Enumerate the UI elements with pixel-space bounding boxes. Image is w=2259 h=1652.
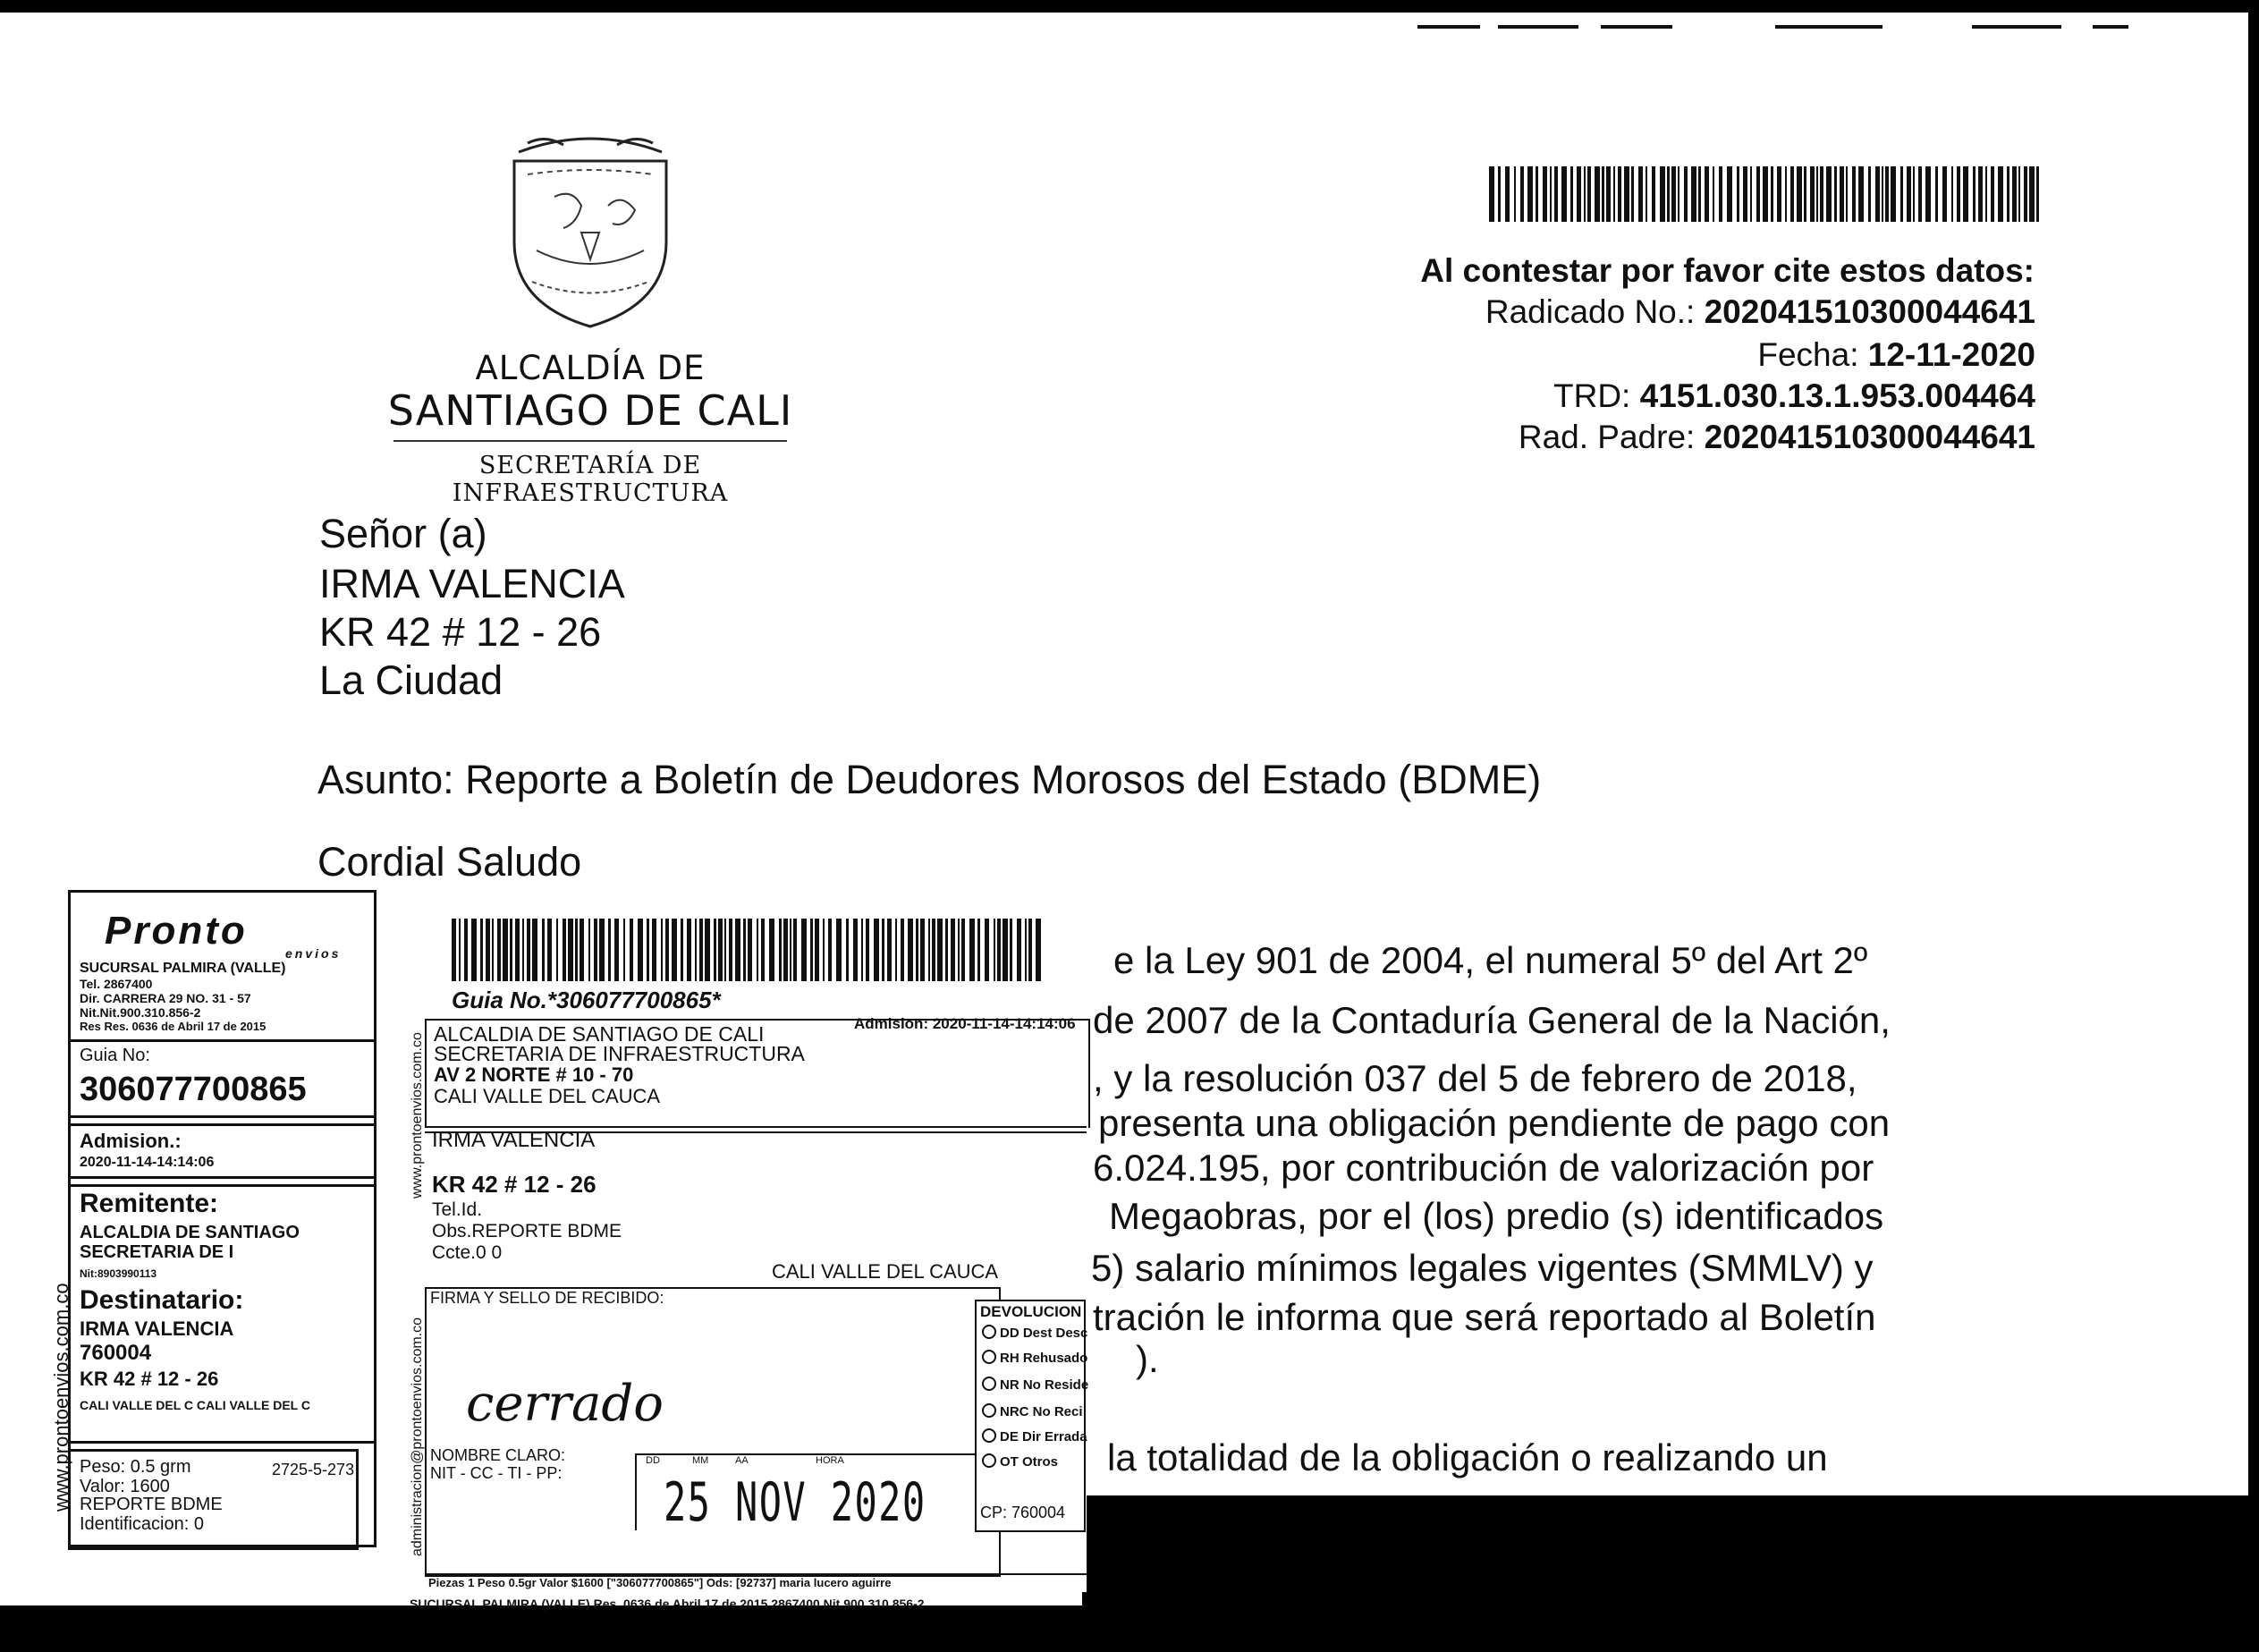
barcode-bar [580, 919, 584, 981]
devolucion-option: NR No Reside [982, 1377, 1088, 1393]
barcode-bar [695, 919, 697, 981]
barcode-bar [729, 919, 732, 981]
scan-top-dash-2 [1498, 25, 1578, 29]
barcode-bar [1820, 166, 1823, 222]
barcode-bar [594, 919, 597, 981]
barcode-bar [1010, 919, 1012, 981]
barcode-bar [1834, 166, 1837, 222]
barcode-bar [761, 919, 765, 981]
barcode-bar [916, 919, 918, 981]
devolucion-option: RH Rehusado [982, 1350, 1087, 1366]
recipient-signature: cerrado [466, 1375, 664, 1433]
barcode-bar [994, 919, 995, 981]
barcode-bar [1536, 166, 1538, 222]
guide-cp: CP: 760004 [980, 1504, 1066, 1521]
barcode-bar [1882, 166, 1883, 222]
barcode-bar [568, 919, 573, 981]
cite-notice: Al contestar por favor cite estos datos: [1420, 252, 2035, 289]
footer-divider [425, 1573, 1087, 1575]
barcode-bar [464, 919, 468, 981]
guia-label: Guia No: [80, 1046, 150, 1065]
coat-of-arms-logo [501, 125, 680, 340]
guide-sender-box [425, 1019, 1090, 1128]
barcode-bar [1667, 166, 1670, 222]
barcode-bar [1957, 166, 1960, 222]
barcode-bar [908, 919, 913, 981]
barcode-bar [2036, 166, 2039, 222]
barcode-bar [652, 919, 656, 981]
rad-padre-value: 202041510300044641 [1704, 419, 2035, 455]
recipient-city: La Ciudad [319, 657, 503, 703]
barcode-bar [828, 919, 832, 981]
barcode-bar [471, 919, 477, 981]
barcode-bar [735, 919, 740, 981]
barcode-bar [1858, 166, 1864, 222]
firma-label: FIRMA Y SELLO DE RECIBIDO: [430, 1289, 664, 1307]
barcode-bar [1804, 166, 1806, 222]
body-line: 5) salario mínimos legales vigentes (SMMLV) y [1091, 1247, 1874, 1289]
barcode-bar [687, 919, 691, 981]
barcode-bar [1737, 166, 1739, 222]
barcode-bar [1570, 166, 1573, 222]
barcode-bar [1727, 166, 1732, 222]
barcode-bar [2024, 166, 2027, 222]
barcode-bar [861, 919, 863, 981]
barcode-bar [1638, 166, 1643, 222]
barcode-bar [823, 919, 825, 981]
barcode-bar [1606, 166, 1611, 222]
devolucion-option: DD Dest Desc [982, 1325, 1087, 1341]
body-line: 6.024.195, por contribución de valorización por [1093, 1147, 1874, 1189]
barcode-bar [527, 919, 530, 981]
guide-dest-name: IRMA VALENCIA [432, 1128, 596, 1152]
scan-top-edge [0, 0, 2259, 13]
barcode-bar [1846, 166, 1848, 222]
body-line: ). [1136, 1338, 1159, 1380]
dest-city: CALI VALLE DEL C CALI VALLE DEL C [80, 1398, 310, 1412]
courier-label [68, 890, 376, 1547]
body-line: Megaobras, por el (los) predio (s) identificados [1109, 1195, 1884, 1237]
recipient-address: KR 42 # 12 - 26 [319, 609, 602, 655]
barcode-bar [969, 919, 975, 981]
barcode-bar [1618, 166, 1621, 222]
barcode-bar [1777, 166, 1781, 222]
courier-brand-sub: envios [285, 946, 342, 961]
barcode-bar [1561, 166, 1567, 222]
fecha-label: Fecha: [1757, 336, 1859, 373]
barcode-bar [1498, 166, 1501, 222]
guide-side-url1: www.prontoenvios.com.co [410, 1032, 425, 1199]
barcode-bar [853, 919, 858, 981]
barcode-bar [874, 919, 879, 981]
barcode-bar [510, 919, 512, 981]
trd-value: 4151.030.13.1.953.004464 [1639, 377, 2035, 414]
parties-box [68, 1184, 376, 1444]
barcode-bar [977, 919, 980, 981]
barcode-bar [1907, 166, 1911, 222]
barcode-bar [1763, 166, 1768, 222]
barcode-bar [718, 919, 723, 981]
barcode-bar [1489, 166, 1494, 222]
barcode-bar [1816, 166, 1818, 222]
barcode-bar [1514, 166, 1516, 222]
guide-obs: Obs.REPORTE BDME [432, 1221, 622, 1241]
greeting: Cordial Saludo [317, 839, 582, 885]
barcode-bar [630, 919, 633, 981]
guide-sender1: ALCALDIA DE SANTIAGO DE CALI [434, 1022, 765, 1046]
barcode-bar [661, 919, 663, 981]
guide-sender2: SECRETARIA DE INFRAESTRUCTURA [434, 1042, 805, 1065]
guia-value: 306077700865 [80, 1071, 307, 1108]
barcode-bar [1505, 166, 1510, 222]
barcode-bar [1678, 166, 1679, 222]
signature-box [425, 1287, 1001, 1577]
received-stamp-date: 25 NOV 2020 [664, 1471, 926, 1534]
barcode-bar [937, 919, 943, 981]
trd-label: TRD: [1553, 377, 1631, 414]
scan-top-dash-3 [1601, 25, 1672, 29]
barcode-bar [1925, 166, 1931, 222]
org-divider [393, 440, 787, 442]
courier-tel: Tel. 2867400 [80, 977, 153, 991]
courier-branch: SUCURSAL PALMIRA (VALLE) [80, 961, 286, 976]
scan-top-dash-5 [1972, 25, 2061, 29]
barcode-bar [547, 919, 552, 981]
guide-guia: Guia No.*306077700865* [452, 987, 721, 1013]
barcode-bar [1527, 166, 1533, 222]
body-line: de 2007 de la Contaduría General de la Nación, [1093, 999, 1891, 1041]
radicado-barcode [1489, 166, 2039, 222]
barcode-bar [1891, 166, 1896, 222]
devolucion-option: DE Dir Errada [982, 1428, 1087, 1444]
barcode-bar [672, 919, 677, 981]
barcode-bar [724, 919, 726, 981]
barcode-bar [1951, 166, 1953, 222]
remitente-line1: ALCALDIA DE SANTIAGO [80, 1223, 300, 1242]
barcode-bar [492, 919, 494, 981]
barcode-bar [901, 919, 904, 981]
barcode-bar [815, 919, 819, 981]
barcode-bar [638, 919, 643, 981]
barcode-bar [1885, 166, 1889, 222]
barcode-bar [1826, 166, 1832, 222]
barcode-bar [1577, 166, 1581, 222]
barcode-bar [1520, 166, 1524, 222]
remitente-label: Remitente: [80, 1189, 219, 1218]
barcode-bar [2018, 166, 2020, 222]
barcode-bar [779, 919, 782, 981]
radicado-label: Radicado No.: [1485, 293, 1696, 330]
identificacion: Identificacion: 0 [80, 1514, 204, 1534]
barcode-bar [486, 919, 490, 981]
barcode-bar [1691, 166, 1696, 222]
barcode-bar [1543, 166, 1547, 222]
barcode-bar [951, 919, 955, 981]
barcode-bar [1913, 166, 1915, 222]
barcode-bar [866, 919, 869, 981]
date-dd: DD [646, 1455, 660, 1466]
scan-right-edge [2248, 0, 2259, 1503]
barcode-bar [2029, 166, 2035, 222]
barcode-bar [1900, 166, 1903, 222]
barcode-bar [515, 919, 520, 981]
barcode-bar [985, 919, 989, 981]
barcode-bar [769, 919, 774, 981]
barcode-bar [532, 919, 537, 981]
barcode-bar [1660, 166, 1665, 222]
barcode-bar [1003, 919, 1008, 981]
fecha-row [1757, 336, 2035, 374]
admision-value: 2020-11-14-14:14:06 [80, 1155, 215, 1170]
barcode-bar [1991, 166, 1994, 222]
barcode-bar [503, 919, 508, 981]
barcode-bar [836, 919, 842, 981]
barcode-bar [895, 919, 897, 981]
nit-label: NIT - CC - TI - PP: [430, 1464, 563, 1482]
barcode-bar [2012, 166, 2017, 222]
reporte: REPORTE BDME [80, 1495, 223, 1514]
dest-code: 760004 [80, 1341, 152, 1365]
barcode-bar [1797, 166, 1802, 222]
rad-padre-label: Rad. Padre: [1518, 419, 1696, 455]
barcode-bar [1698, 166, 1701, 222]
fecha-value: 12-11-2020 [1867, 336, 2035, 373]
barcode-bar [647, 919, 649, 981]
barcode-bar [2007, 166, 2009, 222]
barcode-bar [997, 919, 1001, 981]
barcode-bar [608, 919, 611, 981]
courier-guide [407, 908, 1087, 1592]
barcode-bar [1875, 166, 1880, 222]
guide-barcode [452, 919, 1042, 981]
subject-line: Asunto: Reporte a Boletín de Deudores Morosos del Estado (BDME) [317, 757, 1542, 802]
date-grid [635, 1453, 994, 1534]
remitente-line2: SECRETARIA DE I [80, 1242, 234, 1262]
barcode-bar [932, 919, 935, 981]
body-line: la totalidad de la obligación o realizando un [1107, 1436, 1828, 1478]
guide-sender4: CALI VALLE DEL CAUCA [434, 1085, 661, 1107]
admision-box [68, 1123, 376, 1179]
nombre-label: NOMBRE CLARO: [430, 1446, 566, 1464]
peso-box [68, 1449, 359, 1550]
devolucion-title: DEVOLUCION [980, 1303, 1082, 1320]
label-side-text: www.prontoenvios.com.co [50, 1283, 72, 1512]
barcode-bar [1554, 166, 1558, 222]
dest-name: IRMA VALENCIA [80, 1317, 234, 1340]
barcode-bar [563, 919, 566, 981]
barcode-bar [542, 919, 545, 981]
barcode-bar [575, 919, 578, 981]
barcode-bar [790, 919, 791, 981]
trd-row [1553, 377, 2035, 415]
barcode-bar [1631, 166, 1634, 222]
barcode-bar [1713, 166, 1714, 222]
barcode-bar [1790, 166, 1794, 222]
barcode-bar [522, 919, 524, 981]
devolucion-box [975, 1300, 1089, 1532]
body-line: tración le informa que será reportado al Boletín [1093, 1296, 1876, 1338]
barcode-bar [623, 919, 625, 981]
body-line: e la Ley 901 de 2004, el numeral 5º del Art 2º [1113, 939, 1868, 981]
peso: Peso: 0.5 grm [80, 1457, 191, 1477]
courier-nit: Nit.Nit.900.310.856-2 [80, 1005, 201, 1020]
body-line: presenta una obligación pendiente de pago con [1098, 1102, 1891, 1144]
date-mm: MM [692, 1455, 709, 1466]
barcode-bar [748, 919, 752, 981]
barcode-bar [1810, 166, 1815, 222]
barcode-bar [1868, 166, 1871, 222]
date-hora: HORA [816, 1455, 844, 1466]
barcode-bar [497, 919, 501, 981]
barcode-bar [757, 919, 758, 981]
scan-top-dash-1 [1417, 25, 1480, 29]
org-name-line2: SANTIAGO DE CALI [387, 386, 793, 435]
barcode-bar [1028, 919, 1032, 981]
barcode-bar [714, 919, 716, 981]
barcode-bar [1602, 166, 1604, 222]
dest-address: KR 42 # 12 - 26 [80, 1368, 219, 1390]
barcode-bar [1978, 166, 1983, 222]
rad-padre-row [1519, 419, 2035, 456]
guide-dest-address: KR 42 # 12 - 26 [432, 1171, 596, 1198]
barcode-bar [1624, 166, 1629, 222]
barcode-bar [556, 919, 558, 981]
destinatario-label: Destinatario: [80, 1285, 244, 1315]
courier-res: Res Res. 0636 de Abril 17 de 2015 [80, 1020, 267, 1033]
courier-brand-logo: Pronto [105, 909, 248, 953]
guide-footer2: SUCURSAL PALMIRA (VALLE) Res. 0636 de Abril 17 de 2015 2867400 Nit.900.310.856-2 [410, 1597, 925, 1611]
barcode-bar [1785, 166, 1787, 222]
barcode-bar [1719, 166, 1722, 222]
barcode-bar [1652, 166, 1655, 222]
barcode-bar [1840, 166, 1844, 222]
barcode-bar [1684, 166, 1688, 222]
barcode-bar [599, 919, 605, 981]
radicado-row [1485, 293, 2035, 331]
barcode-bar [1671, 166, 1676, 222]
barcode-bar [1985, 166, 1987, 222]
barcode-bar [1705, 166, 1709, 222]
barcode-bar [1036, 919, 1041, 981]
barcode-bar [665, 919, 669, 981]
recipient-name: IRMA VALENCIA [319, 561, 625, 606]
radicado-value: 202041510300044641 [1704, 293, 2035, 330]
barcode-bar [887, 919, 892, 981]
barcode-bar [928, 919, 930, 981]
guide-dest-city: CALI VALLE DEL CAUCA [772, 1260, 999, 1283]
barcode-bar [1025, 919, 1027, 981]
guide-footer1: Piezas 1 Peso 0.5gr Valor $1600 ["306077700865"] Ods: [92737] maria lucero aguirre [428, 1576, 892, 1589]
devolucion-option: OT Otros [982, 1453, 1058, 1470]
barcode-bar [1973, 166, 1976, 222]
barcode-bar [1613, 166, 1615, 222]
barcode-bar [1918, 166, 1922, 222]
date-aa: AA [735, 1455, 749, 1466]
valor: Valor: 1600 [80, 1477, 170, 1496]
barcode-bar [1935, 166, 1938, 222]
barcode-bar [699, 919, 703, 981]
barcode-bar [681, 919, 683, 981]
barcode-bar [958, 919, 960, 981]
courier-dir: Dir. CARRERA 29 NO. 31 - 57 [80, 991, 251, 1005]
barcode-bar [452, 919, 456, 981]
barcode-bar [1998, 166, 2003, 222]
barcode-bar [588, 919, 590, 981]
admision-label: Admision.: [80, 1130, 182, 1152]
org-name-line1: ALCALDÍA DE [475, 349, 706, 387]
scan-redaction-block [1082, 1495, 2259, 1652]
barcode-bar [1017, 919, 1021, 981]
barcode-bar [945, 919, 948, 981]
body-line: , y la resolución 037 del 5 de febrero de 2018, [1093, 1057, 1857, 1099]
barcode-bar [1595, 166, 1600, 222]
guide-side-url2: administracion@prontoenvios.com.co [410, 1317, 425, 1556]
guide-sender3: AV 2 NORTE # 10 - 70 [434, 1063, 634, 1086]
guide-admision: Admision: 2020-11-14-14:14:06 [854, 1015, 1076, 1032]
devolucion-option: NRC No Reci [982, 1403, 1083, 1419]
barcode-bar [480, 919, 483, 981]
barcode-bar [1646, 166, 1647, 222]
scan-top-dash-4 [1775, 25, 1882, 29]
label-code: 2725-5-273 [272, 1461, 355, 1478]
barcode-bar [1771, 166, 1773, 222]
org-department: SECRETARÍA DE INFRAESTRUCTURA [452, 452, 729, 507]
barcode-bar [614, 919, 619, 981]
barcode-bar [920, 919, 925, 981]
barcode-bar [1756, 166, 1760, 222]
barcode-bar [793, 919, 797, 981]
guia-box [68, 1039, 376, 1118]
barcode-bar [882, 919, 884, 981]
guide-tel: Tel.Id. [432, 1199, 483, 1220]
barcode-bar [1584, 166, 1586, 222]
barcode-bar [1963, 166, 1968, 222]
barcode-bar [1550, 166, 1552, 222]
recipient-salutation: Señor (a) [319, 511, 487, 556]
barcode-bar [1750, 166, 1752, 222]
guide-ccte: Ccte.0 0 [432, 1242, 503, 1263]
barcode-bar [783, 919, 788, 981]
barcode-bar [961, 919, 965, 981]
barcode-bar [1852, 166, 1856, 222]
barcode-bar [1942, 166, 1947, 222]
barcode-bar [846, 919, 849, 981]
barcode-bar [743, 919, 746, 981]
barcode-bar [1743, 166, 1747, 222]
barcode-bar [801, 919, 807, 981]
barcode-bar [1587, 166, 1591, 222]
barcode-bar [705, 919, 710, 981]
barcode-bar [459, 919, 461, 981]
scan-top-dash-6 [2093, 25, 2128, 29]
barcode-bar [810, 919, 813, 981]
remitente-nit: Nit:8903990113 [80, 1267, 157, 1280]
scan-bottom-edge [0, 1605, 1082, 1652]
